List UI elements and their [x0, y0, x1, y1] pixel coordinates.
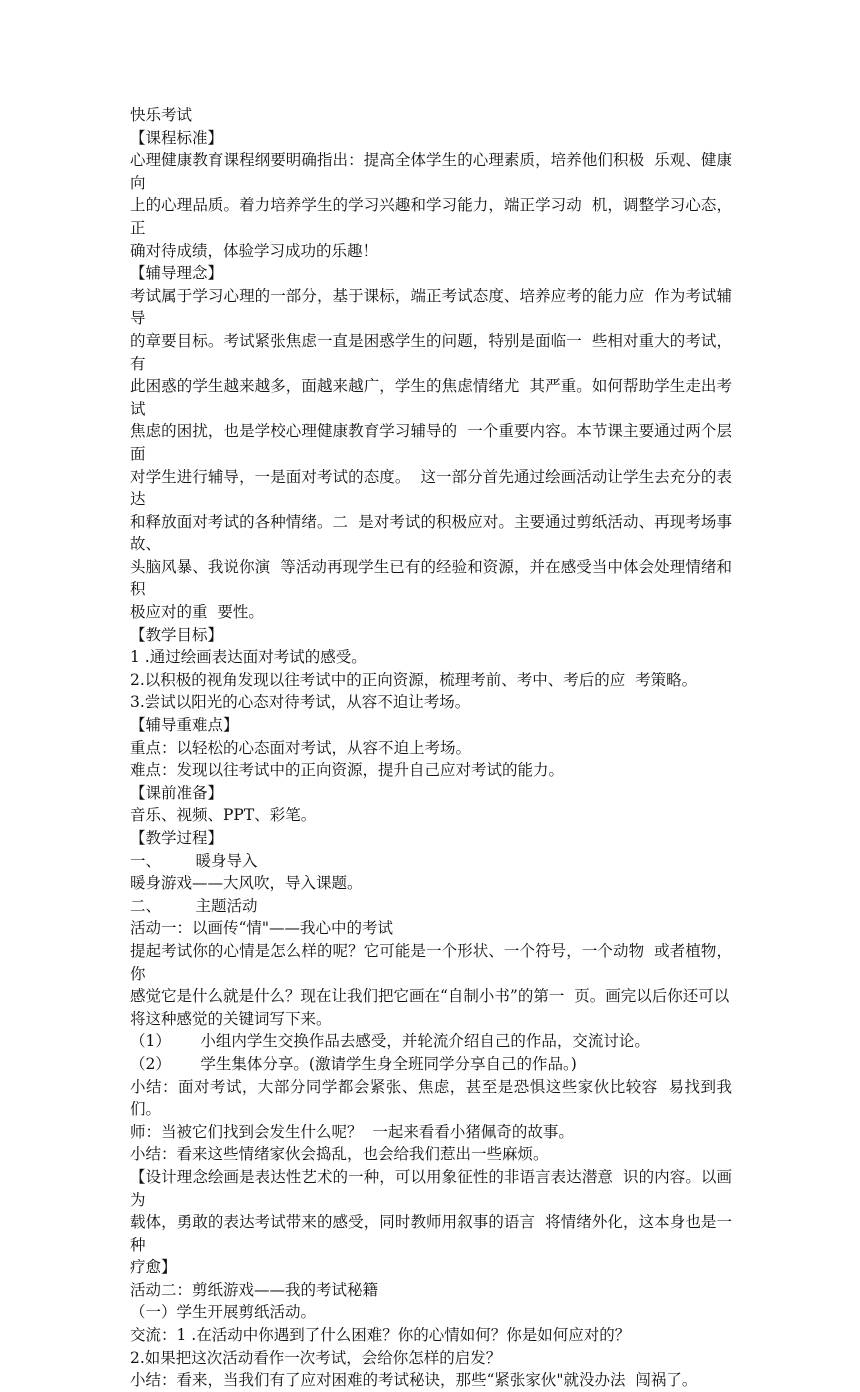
design-concept-line: 载体，勇敢的表达考试带来的感受，同时教师用叙事的语言 将情绪外化，这本身也是一种 [130, 1213, 732, 1254]
activity-heading: 活动一：以画传“情"——我心中的考试 [130, 919, 394, 938]
list-item: （1） 小组内学生交换作品去感受，并轮流介绍自己的作品，交流讨论。 [130, 1032, 650, 1051]
paragraph-line: 的章要目标。考试紧张焦虑一直是困惑学生的问题，特别是面临一 些相对重大的考试，有 [130, 331, 732, 373]
list-item: （2） 学生集体分享。(激请学生身全班同学分享自己的作品。) [130, 1054, 577, 1073]
paragraph-line: 极应对的重 要性。 [130, 603, 264, 622]
paragraph-line: 小结：面对考试，大部分同学都会紧张、焦虑，甚至是恐惧这些家伙比较容 易找到我们。 [130, 1077, 732, 1119]
section-heading-curriculum-standard: 【课程标准】 [130, 128, 224, 147]
step-heading: 二、 主题活动 [130, 896, 258, 915]
paragraph-line: 师：当被它们找到会发生什么呢？ 一起来看看小猪佩奇的故事。 [130, 1122, 574, 1141]
design-concept-line: 【设计理念绘画是表达性艺术的一种，可以用象征性的非语言表达潜意 识的内容。以画为 [130, 1167, 732, 1209]
paragraph-line: 对学生进行辅导，一是面对考试的态度。 这一部分首先通过绘画活动让学生去充分的表达 [130, 467, 732, 509]
paragraph-line: 头脑风暴、我说你演 等活动再现学生已有的经验和资源，并在感受当中体会处理情绪和积 [130, 557, 732, 599]
paragraph-line: 感觉它是什么就是什么？现在让我们把它画在“自制小书”的第一 页。画完以后你还可以 [130, 987, 730, 1006]
preparation-materials: 音乐、视频、PPT、彩笔。 [130, 806, 317, 825]
paragraph-line: 提起考试你的心情是怎么样的呢？它可能是一个形状、一个符号，一个动物 或者植物，你 [130, 941, 732, 983]
paragraph-line: 小结：看来，当我们有了应对困难的考试秘诀，那些“紧张家伙"就没办法 闯祸了。 [130, 1371, 698, 1390]
paragraph-line: 确对待成绩，体验学习成功的乐趣！ [130, 241, 379, 260]
document-page [130, 104, 732, 1392]
goal-item: 2.以积极的视角发现以往考试中的正向资源，梳理考前、考中、考后的应 考策略。 [130, 670, 698, 689]
key-point: 重点：以轻松的心态面对考试，从容不迫上考场。 [130, 738, 472, 757]
goal-item: 3.尝试以阳光的心态对待考试，从容不迫让考场。 [130, 693, 471, 712]
document-title: 快乐考试 [130, 106, 193, 124]
goal-item: 1 .通过绘画表达面对考试的感受。 [130, 648, 367, 667]
design-concept-line: 疗愈】 [130, 1258, 177, 1277]
step-heading: 一、 暖身导入 [130, 851, 258, 870]
section-heading-guidance-concept: 【辅导理念】 [130, 264, 224, 283]
paragraph-line: 小结：看来这些情绪家伙会捣乱，也会给我们惹出一些麻烦。 [130, 1145, 549, 1164]
paragraph-line: 暖身游戏——大风吹，导入课题。 [130, 874, 363, 893]
section-heading-key-difficult-points: 【辅导重难点】 [130, 716, 239, 735]
paragraph-line: 此困惑的学生越来越多，面越来越广，学生的焦虑情绪尤 其严重。如何帮助学生走出考试 [130, 377, 732, 418]
paragraph-line: 上的心理品质。着力培养学生的学习兴趣和学习能力，端正学习动 机，调整学习心态，正 [130, 196, 732, 237]
section-heading-teaching-goals: 【教学目标】 [130, 625, 224, 644]
paragraph-line: 焦虑的困扰，也是学校心理健康教育学习辅导的 一个重要内容。本节课主要通过两个层面 [130, 422, 732, 463]
paragraph-line: 考试属于学习心理的一部分，基于课标，端正考试态度、培养应考的能力应 作为考试辅导 [130, 286, 732, 328]
section-heading-teaching-process: 【教学过程】 [130, 829, 224, 847]
paragraph-line: 交流：1 .在活动中你遇到了什么困难？你的心情如何？你是如何应对的？ [130, 1326, 631, 1345]
paragraph-line: 和释放面对考试的各种情绪。二 是对考试的积极应对。主要通过剪纸活动、再现考场事故、 [130, 512, 732, 554]
activity-heading: 活动二：剪纸游戏——我的考试秘籍 [130, 1280, 379, 1299]
difficult-point: 难点：发现以往考试中的正向资源，提升自己应对考试的能力。 [130, 761, 565, 780]
section-heading-preparation: 【课前准备】 [130, 783, 224, 802]
paragraph-line: 心理健康教育课程纲要明确指出：提高全体学生的心理素质，培养他们积极 乐观、健康向 [130, 151, 732, 192]
paragraph-line: 将这种感觉的关键词写下来。 [130, 1009, 332, 1028]
paragraph-line: 2.如果把这次活动看作一次考试，会给你怎样的启发？ [130, 1348, 502, 1367]
paragraph-line: （一）学生开展剪纸活动。 [130, 1303, 317, 1322]
